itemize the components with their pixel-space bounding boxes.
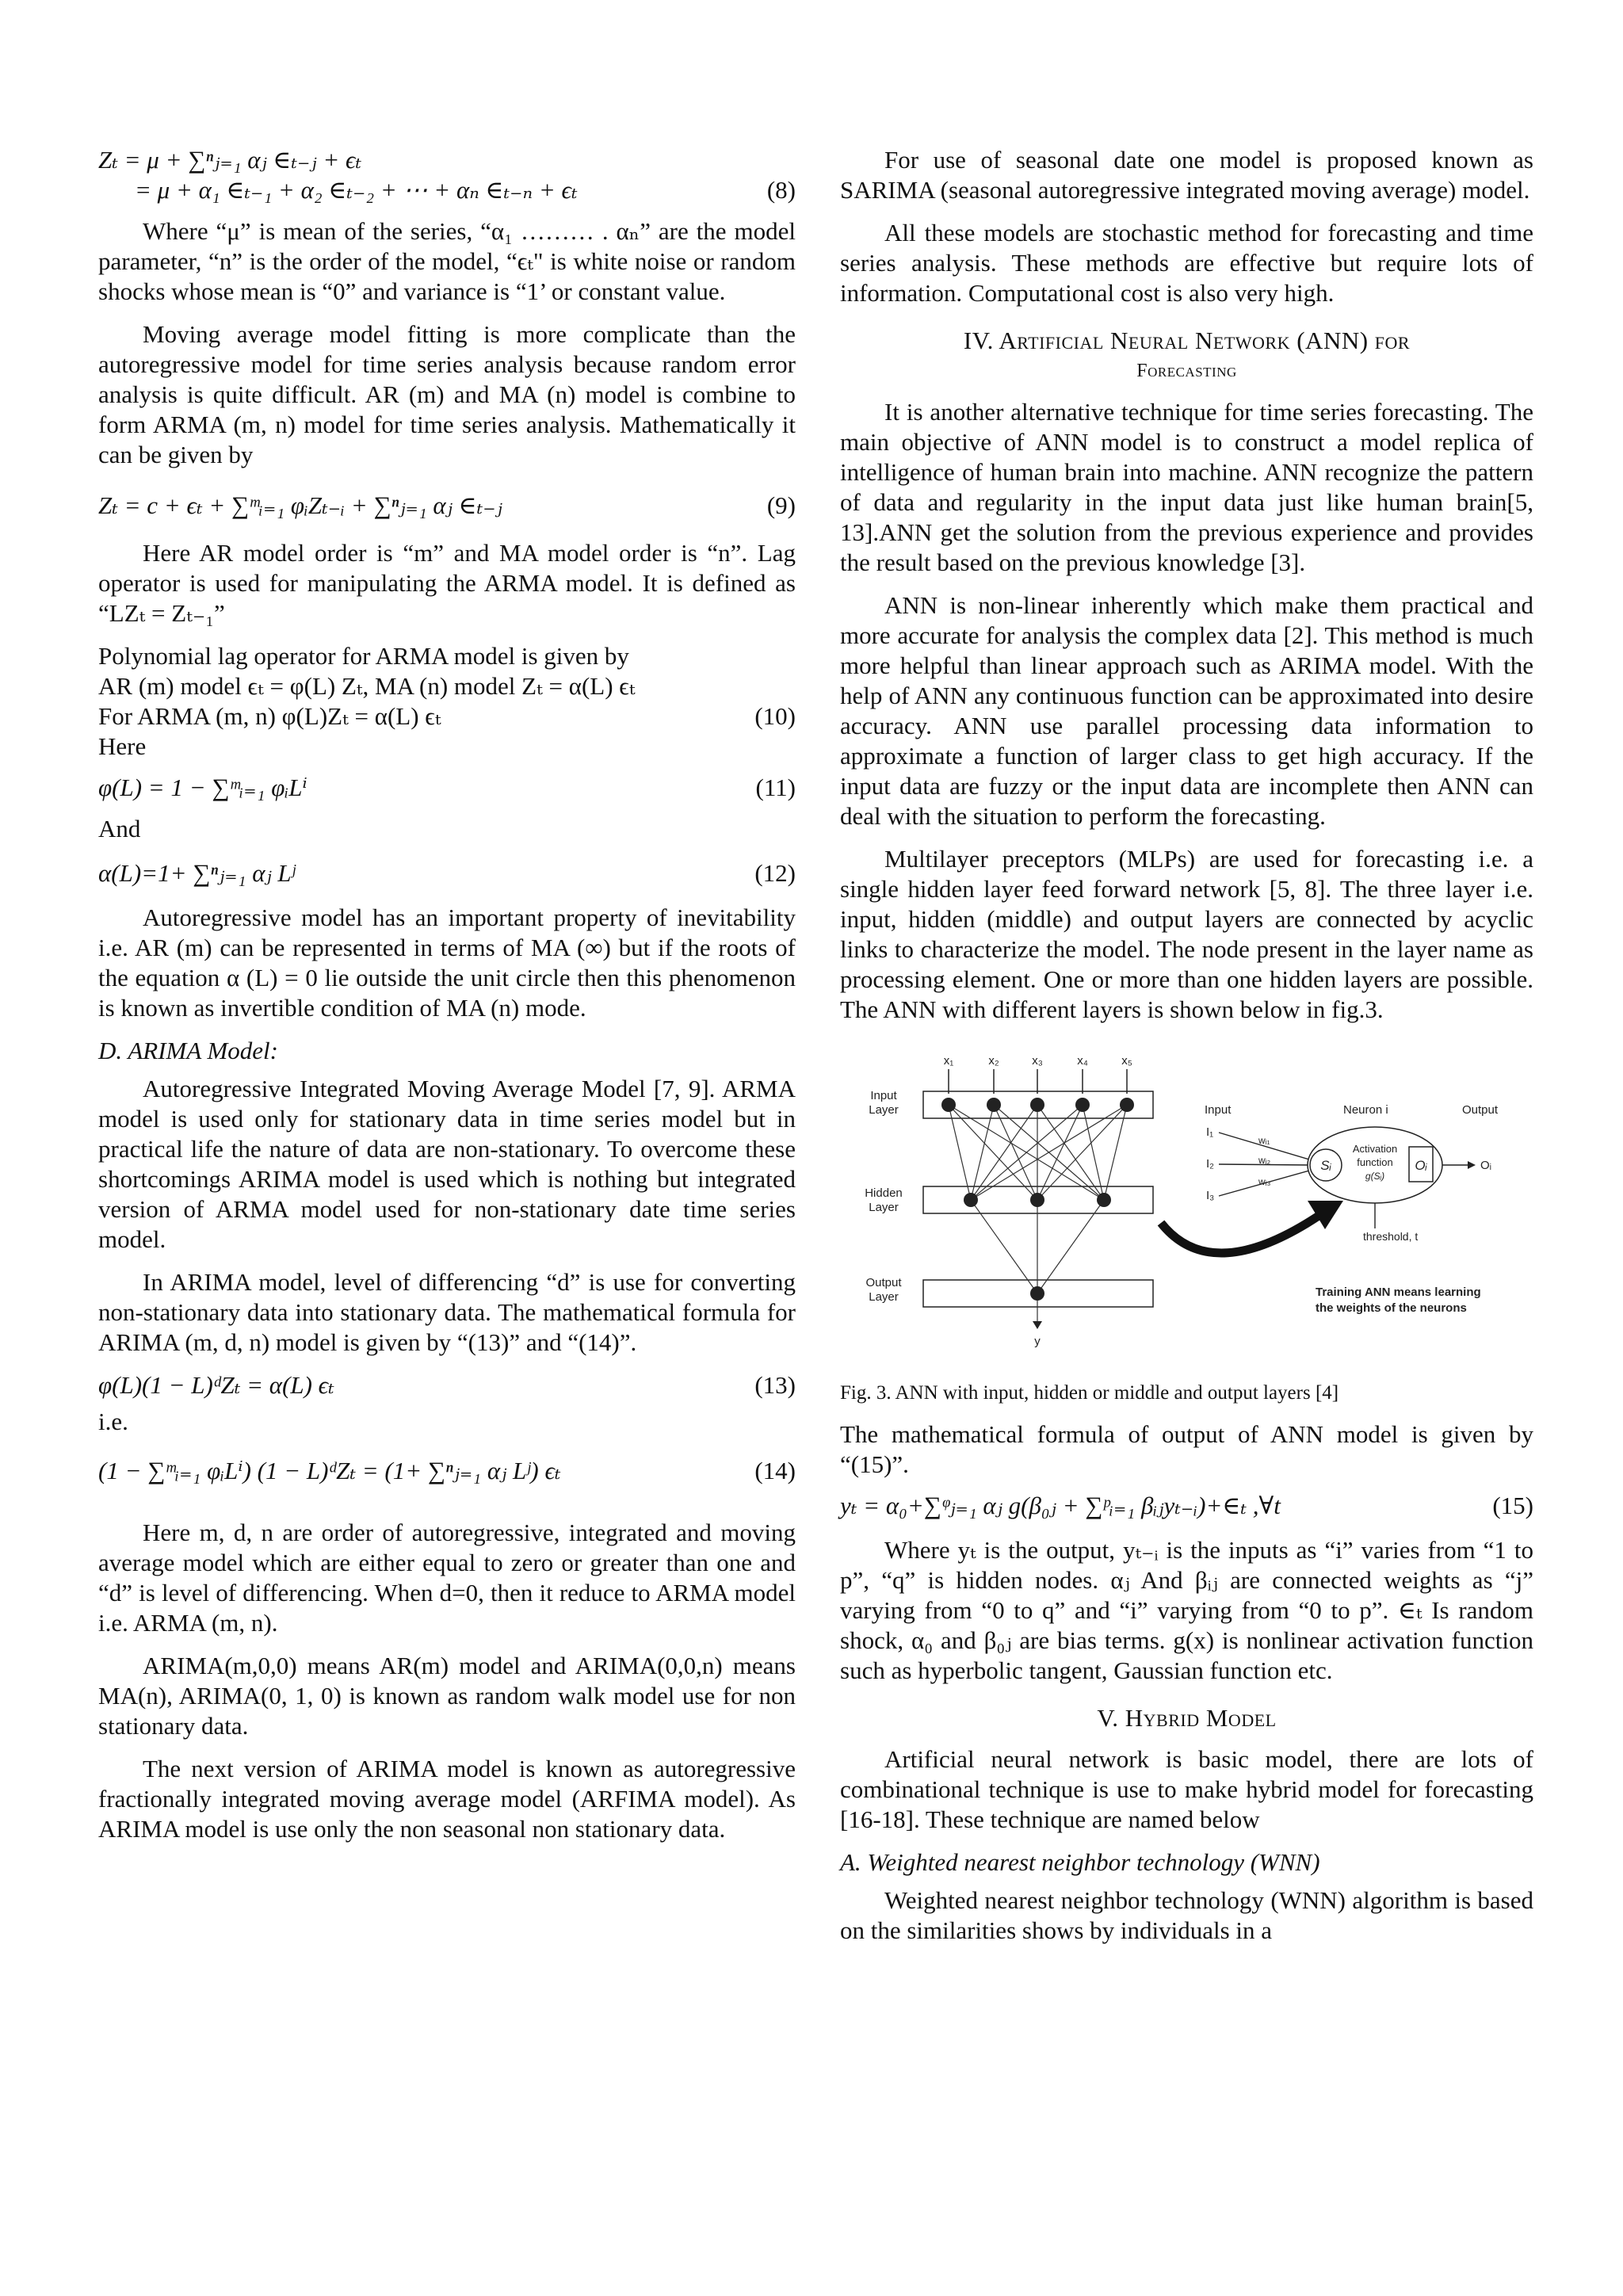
ann-diagram: [840, 1050, 1533, 1363]
neuron-input-i1: I₁: [1206, 1125, 1214, 1139]
input-label-x4: x₄: [1077, 1054, 1088, 1068]
paragraph-ma-fitting: Moving average model fitting is more complicate than the autoregressive model for time series analysis because random error analysis is quite difficult. AR (m) and MA (n) model is combine to form ARMA (m, n) model for time series analysis. Mathematically it can be given by: [98, 320, 796, 468]
equation-10: [98, 701, 796, 732]
equation-10-number: (10): [754, 702, 796, 730]
equation-8-expression-2: = μ + α₁ ∈ₜ₋₁ + α₂ ∈ₜ₋₂ + ⋯ + αₙ ∈ₜ₋ₙ + ϵₜ: [135, 176, 578, 204]
paragraph-arima-intro: Autoregressive Integrated Moving Average Model [7, 9]. ARMA model is used only for stationary data in time series model but in practical life the nature of data are non-stationary. To overcome these shortcomings ARIMA model is used which is nothing but integrated version of ARMA model used for non-stationary date time series model.: [98, 1075, 796, 1253]
neuron-col-input: Input: [1205, 1103, 1232, 1117]
paragraph-hybrid: Artificial neural network is basic model, there are lots of combinational technique is use to make hybrid model for forecasting [16-18]. These technique are named below: [840, 1745, 1533, 1833]
subsection-heading-arima: D. ARIMA Model:: [98, 1037, 278, 1064]
hidden-layer-label: Hidden: [865, 1186, 903, 1200]
neuron-output-oi: Oᵢ: [1480, 1159, 1492, 1172]
equation-15-expression: yₜ = α₀+∑ᵠⱼ₌₁ αⱼ g(β₀ⱼ + ∑ᵖᵢ₌₁ βᵢⱼyₜ₋ᵢ)+∈ₜ ,∀t: [840, 1492, 1281, 1519]
neuron-input-i2: I₂: [1206, 1157, 1214, 1171]
equation-13-number: (13): [754, 1371, 796, 1399]
equation-8-expression: Zₜ = μ + ∑ⁿⱼ₌₁ αⱼ ∈ₜ₋ⱼ + ϵₜ: [98, 146, 362, 174]
equation-12: [98, 858, 796, 888]
equation-13-expression: φ(L)(1 − L)ᵈZₜ = α(L) ϵₜ: [98, 1371, 334, 1399]
neuron-col-output: Output: [1462, 1103, 1499, 1117]
equation-12-expression: α(L)=1+ ∑ⁿⱼ₌₁ αⱼ Lʲ: [98, 859, 296, 887]
equation-13: [98, 1370, 796, 1400]
input-layer-label: Input: [870, 1089, 897, 1102]
output-label-y: y: [1034, 1335, 1041, 1348]
equation-11-number: (11): [755, 774, 796, 801]
equation-15-number: (15): [1492, 1492, 1533, 1519]
paragraph-mlp: Multilayer preceptors (MLPs) are used for forecasting i.e. a single hidden layer feed forward network [5, 8]. The three layer i.e. input, hidden (middle) and output layers are connected by acyclic links to characterize the model. The node present in the layer name as processing element. One or more than one hidden layers are possible. The ANN with different layers is shown below in fig.3.: [840, 845, 1533, 1023]
equation-14-number: (14): [754, 1457, 796, 1484]
training-text-1: Training ANN means learning: [1316, 1286, 1481, 1299]
equation-11-expression: φ(L) = 1 − ∑ᵐᵢ₌₁ φᵢLⁱ: [98, 774, 307, 801]
text-ie: i.e.: [98, 1408, 128, 1435]
equation-11: [98, 773, 796, 803]
equation-14-expression: (1 − ∑ᵐᵢ₌₁ φᵢLⁱ) (1 − L)ᵈZₜ = (1+ ∑ⁿⱼ₌₁ αⱼ Lʲ) ϵₜ: [98, 1457, 561, 1484]
activation-label-1: Activation: [1352, 1143, 1398, 1155]
activation-label-2: function: [1357, 1156, 1393, 1168]
weight-wi2: wᵢ₂: [1258, 1155, 1271, 1166]
section-heading-ann-line-1: IV. Artificial Neural Network (ANN) for: [963, 327, 1411, 354]
equation-9-expression: Zₜ = c + ϵₜ + ∑ᵐᵢ₌₁ φᵢZₜ₋ᵢ + ∑ⁿⱼ₌₁ αⱼ ∈ₜ₋ⱼ: [98, 491, 502, 519]
output-layer-label-2: Layer: [869, 1290, 899, 1304]
equation-10-expression: For ARMA (m, n) φ(L)Zₜ = α(L) ϵₜ: [98, 702, 441, 730]
paragraph-stochastic: All these models are stochastic method for forecasting and time series analysis. These methods are effective but require lots of information. Computational cost is also very high.: [840, 219, 1533, 307]
paragraph-arfima: The next version of ARIMA model is known as autoregressive fractionally integrated moving average model (ARFIMA model). As ARIMA model is use only the non seasonal non stationary data.: [98, 1755, 796, 1843]
input-label-x2: x₂: [988, 1054, 999, 1068]
paragraph-wnn: Weighted nearest neighbor technology (WNN) algorithm is based on the similarities shows by individuals in a: [840, 1886, 1533, 1944]
neuron-input-i3: I₃: [1206, 1189, 1215, 1202]
equation-9: [98, 491, 796, 521]
section-heading-ann: [840, 326, 1533, 386]
equation-12-number: (12): [754, 859, 796, 887]
output-layer-label: Output: [865, 1276, 902, 1289]
paragraph-where-yt: Where yₜ is the output, yₜ₋ᵢ is the inputs as “i” varies from “1 to p”, “q” is hidden nodes. αⱼ And βᵢⱼ are connected weights as “j” varying from “0 to q” and “i” varying from “0 to p”. ∈ₜ Is random shock, α₀ and β₀ⱼ are bias terms. g(x) is nonlinear activation function such as hyperbolic tangent, Gaussian function etc.: [840, 1536, 1533, 1684]
threshold-label: threshold, t: [1363, 1230, 1419, 1243]
figure-caption: Fig. 3. ANN with input, hidden or middle and output layers [4]: [840, 1382, 1339, 1404]
neuron-oi: Oᵢ: [1415, 1158, 1427, 1173]
training-text-2: the weights of the neurons: [1316, 1301, 1467, 1315]
equation-8-line-1: [98, 145, 796, 175]
input-label-x3: x₃: [1032, 1054, 1043, 1068]
paragraph-lag-operator: Here AR model order is “m” and MA model order is “n”. Lag operator is used for manipulating the ARMA model. It is defined as “LZₜ = Zₜ₋₁”: [98, 539, 796, 627]
hidden-layer-label-2: Layer: [869, 1201, 899, 1214]
subsection-heading-wnn: A. Weighted nearest neighbor technology (WNN): [840, 1848, 1320, 1876]
input-label-x5: x₅: [1121, 1054, 1132, 1068]
paragraph-polynomial: Polynomial lag operator for ARMA model is given by: [98, 642, 629, 670]
equation-8-number: (8): [766, 176, 796, 204]
paragraph-where-mu: Where “μ” is mean of the series, “α₁ ……… . αₙ” are the model parameter, “n” is the order of the model, “ϵₜ" is white noise or random shocks whose mean is “0” and variance is “1’ or constant value.: [98, 217, 796, 305]
left-column: [98, 145, 796, 1857]
section-heading-hybrid: V. Hybrid Model: [1097, 1704, 1277, 1732]
paragraph-arima-differencing: In ARIMA model, level of differencing “d” is use for converting non-stationary data into stationary data. The mathematical formula for ARIMA (m, d, n) model is given by “(13)” and “(14)”.: [98, 1268, 796, 1356]
equation-8-line-2: [98, 175, 796, 205]
input-layer-label-2: Layer: [869, 1103, 899, 1117]
paragraph-ann-intro: It is another alternative technique for time series forecasting. The main objective of ANN model is to construct a model replica of intelligence of human brain into machine. ANN recognize the pattern of data and regularity in the input data just like human brain[5, 13].ANN get the solution from the previous experience and provides the result based on the previous knowledge [3].: [840, 398, 1533, 576]
paragraph-arima-orders: Here m, d, n are order of autoregressive, integrated and moving average model which are either equal to zero or greater than one and “d” is level of differencing. When d=0, then it reduce to ARMA model i.e. ARMA (m, n).: [98, 1519, 796, 1637]
paragraph-arima-special-cases: ARIMA(m,0,0) means AR(m) model and ARIMA(0,0,n) means MA(n), ARIMA(0, 1, 0) is known as random walk model use for non stationary data.: [98, 1652, 796, 1740]
weight-wi3: wᵢ₃: [1258, 1176, 1271, 1187]
activation-label-3: g(Sᵢ): [1365, 1171, 1385, 1182]
equation-9-number: (9): [766, 491, 796, 519]
right-column: [840, 145, 1533, 1958]
text-here: Here: [98, 732, 147, 760]
paragraph-ann-formula: The mathematical formula of output of ANN model is given by “(15)”.: [840, 1420, 1533, 1478]
paragraph-ar-ma-model: AR (m) model ϵₜ = φ(L) Zₜ, MA (n) model Zₜ = α(L) ϵₜ: [98, 672, 636, 700]
paragraph-autoregressive-property: Autoregressive model has an important property of inevitability i.e. AR (m) can be represented in terms of MA (∞) but if the roots of the equation α (L) = 0 lie outside the unit circle then this phenomenon is known as invertible condition of MA (n) mode.: [98, 904, 796, 1022]
paragraph-sarima: For use of seasonal date one model is proposed known as SARIMA (seasonal autoregressive integrated moving average) model.: [840, 146, 1533, 204]
equation-14: [98, 1456, 796, 1486]
text-and: And: [98, 815, 141, 842]
input-label-x1: x₁: [943, 1054, 954, 1068]
neuron-col-neuron: Neuron i: [1343, 1103, 1388, 1117]
weight-wi1: wᵢ₁: [1258, 1135, 1270, 1146]
equation-15: [840, 1491, 1533, 1521]
section-heading-ann-line-2: Forecasting: [1136, 361, 1237, 381]
neuron-si: Sᵢ: [1320, 1158, 1331, 1173]
paragraph-ann-nonlinear: ANN is non-linear inherently which make them practical and more accurate for analysis the complex data [2]. This method is much more helpful than linear approach such as ARIMA model. With the help of ANN any continuous function can be approximated into desire accuracy. ANN use parallel processing data information to approximate a function of larger class to get high accuracy. If the input data are fuzzy or the input data are incomplete then ANN can deal with the situation to perform the forecasting.: [840, 591, 1533, 830]
